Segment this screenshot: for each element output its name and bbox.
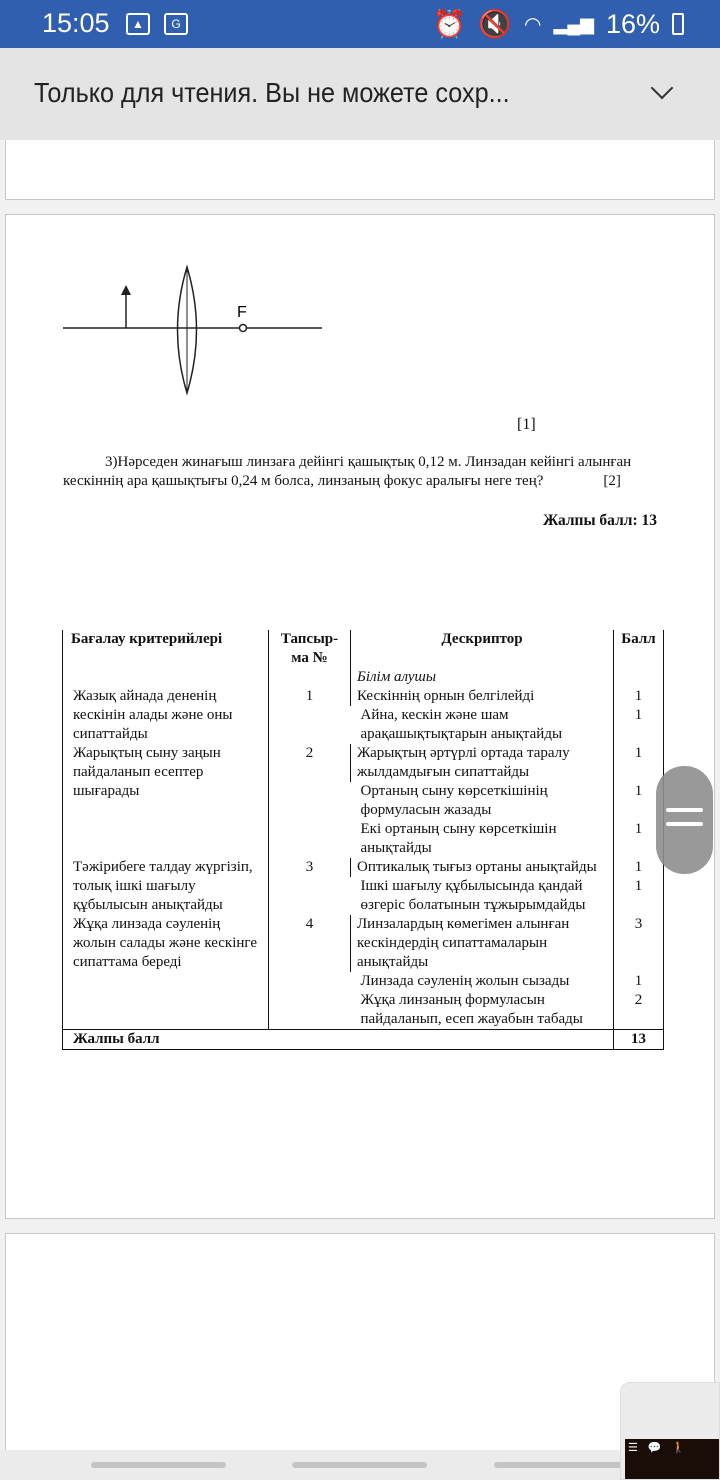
- wifi-icon: ◠: [524, 13, 542, 36]
- table-row: [63, 915, 664, 972]
- gallery-icon: ▲: [126, 13, 150, 35]
- score-cell: 1: [614, 744, 664, 782]
- score-cell: 1: [614, 858, 664, 877]
- menu-icon[interactable]: ☰: [628, 1442, 638, 1454]
- subheader-row: [63, 668, 664, 687]
- descriptor-cell: Линзалардың көмегімен алынған кескіндердің сипаттамаларын анықтайды: [351, 915, 614, 972]
- battery-icon: [672, 13, 684, 35]
- signal-icon: ▂▄▆: [553, 13, 594, 34]
- nav-bar: [0, 1450, 720, 1480]
- mute-icon: 🔇: [478, 9, 513, 39]
- banner-text: Только для чтения. Вы не можете сохр...: [34, 77, 510, 108]
- header-descriptor: Дескриптор: [351, 630, 614, 668]
- descriptor-cell: Екі ортаның сыну көрсеткішін анықтайды: [360, 821, 557, 856]
- score-cell: 1: [614, 706, 664, 744]
- criterion-cell: Тәжірибеге талдау жүргізіп, толық ішкі шағылу құбылысын анықтайды: [73, 859, 253, 913]
- floating-window[interactable]: [620, 1382, 720, 1480]
- descriptor-cell: Оптикалық тығыз ортаны анықтайды: [351, 858, 614, 877]
- table-row: [63, 744, 664, 782]
- task-cell: 4: [269, 915, 351, 1030]
- lens-diagram: [60, 262, 330, 398]
- next-page: [5, 1233, 715, 1463]
- descriptor-cell: Жарықтың әртүрлі ортада таралу жылдамдығын сипаттайды: [351, 744, 614, 782]
- table-row: [63, 858, 664, 877]
- alarm-icon: ⏰: [432, 9, 467, 39]
- nav-recents[interactable]: [91, 1462, 226, 1468]
- object-arrow-head: [121, 285, 131, 295]
- score-cell: 1: [614, 782, 664, 820]
- total-score: Жалпы балл: 13: [543, 512, 657, 529]
- nav-back[interactable]: [494, 1462, 629, 1468]
- total-label: Жалпы балл: [63, 1030, 614, 1050]
- total-value: 13: [614, 1030, 664, 1050]
- mark-2: [2]: [603, 473, 621, 489]
- chevron-down-icon[interactable]: [651, 77, 674, 100]
- battery-percent: 16%: [605, 8, 660, 39]
- scroll-handle[interactable]: [656, 766, 713, 874]
- header-criteria: Бағалау критерийлері: [71, 631, 223, 647]
- score-cell: 2: [614, 991, 664, 1030]
- score-cell: 1: [614, 820, 664, 858]
- criterion-cell: Жазық айнада дененің кескінін алады және оны сипаттайды: [73, 688, 233, 742]
- translate-icon: G: [164, 13, 188, 35]
- header-score: Балл: [614, 630, 664, 668]
- task-cell: 2: [269, 744, 351, 858]
- score-cell: 1: [614, 972, 664, 991]
- descriptor-cell: Жұқа линзаның формуласын пайдаланып, есеп жауабын табады: [360, 992, 583, 1027]
- clock: 15:05: [42, 8, 110, 38]
- focus-point: [240, 325, 247, 332]
- subheader: Білім алушы: [351, 668, 614, 687]
- descriptor-cell: Ішкі шағылу құбылысында қандай өзгеріс болатынын тұжырымдайды: [360, 878, 586, 913]
- score-cell: 3: [614, 915, 664, 972]
- table-header: [63, 630, 664, 668]
- assessment-table: [62, 630, 664, 1050]
- total-row: [63, 1030, 664, 1050]
- nav-home[interactable]: [292, 1462, 427, 1468]
- read-only-banner[interactable]: [0, 48, 720, 140]
- mark-1: [1]: [517, 416, 536, 433]
- question-text: 3)Нәрседен жинағыш линзаға дейінгі қашықтық 0,12 м. Линзадан кейінгі алынған кескіннің ара қашықтығы 0,24 м болса, линзаның фокус аралығы неге тең?: [63, 454, 632, 489]
- question-3: [63, 453, 663, 491]
- descriptor-cell: Айна, кескін және шам арақашықтықтарын анықтайды: [360, 707, 563, 742]
- criterion-cell: Жұқа линзада сәуленің жолын салады және кескінге сипаттама береді: [73, 916, 258, 970]
- task-cell: 3: [269, 858, 351, 915]
- task-cell: 1: [269, 687, 351, 744]
- previous-page: [5, 140, 715, 200]
- status-bar: [0, 0, 720, 48]
- descriptor-cell: Линзада сәуленің жолын сызады: [360, 973, 570, 989]
- focus-label: F: [237, 304, 247, 321]
- table-row: [63, 687, 664, 706]
- criterion-cell: Жарықтың сыну заңын пайдаланып есептер шығарады: [73, 745, 221, 799]
- accessibility-icon[interactable]: 🚶: [671, 1442, 686, 1454]
- score-cell: 1: [614, 687, 664, 706]
- descriptor-cell: Ортаның сыну көрсеткішінің формуласын жазады: [360, 783, 548, 818]
- chat-icon[interactable]: 💬: [647, 1442, 662, 1454]
- header-task: Тапсыр-ма №: [269, 630, 351, 668]
- score-cell: 1: [614, 877, 664, 915]
- descriptor-cell: Кескіннің орнын белгілейді: [351, 687, 614, 706]
